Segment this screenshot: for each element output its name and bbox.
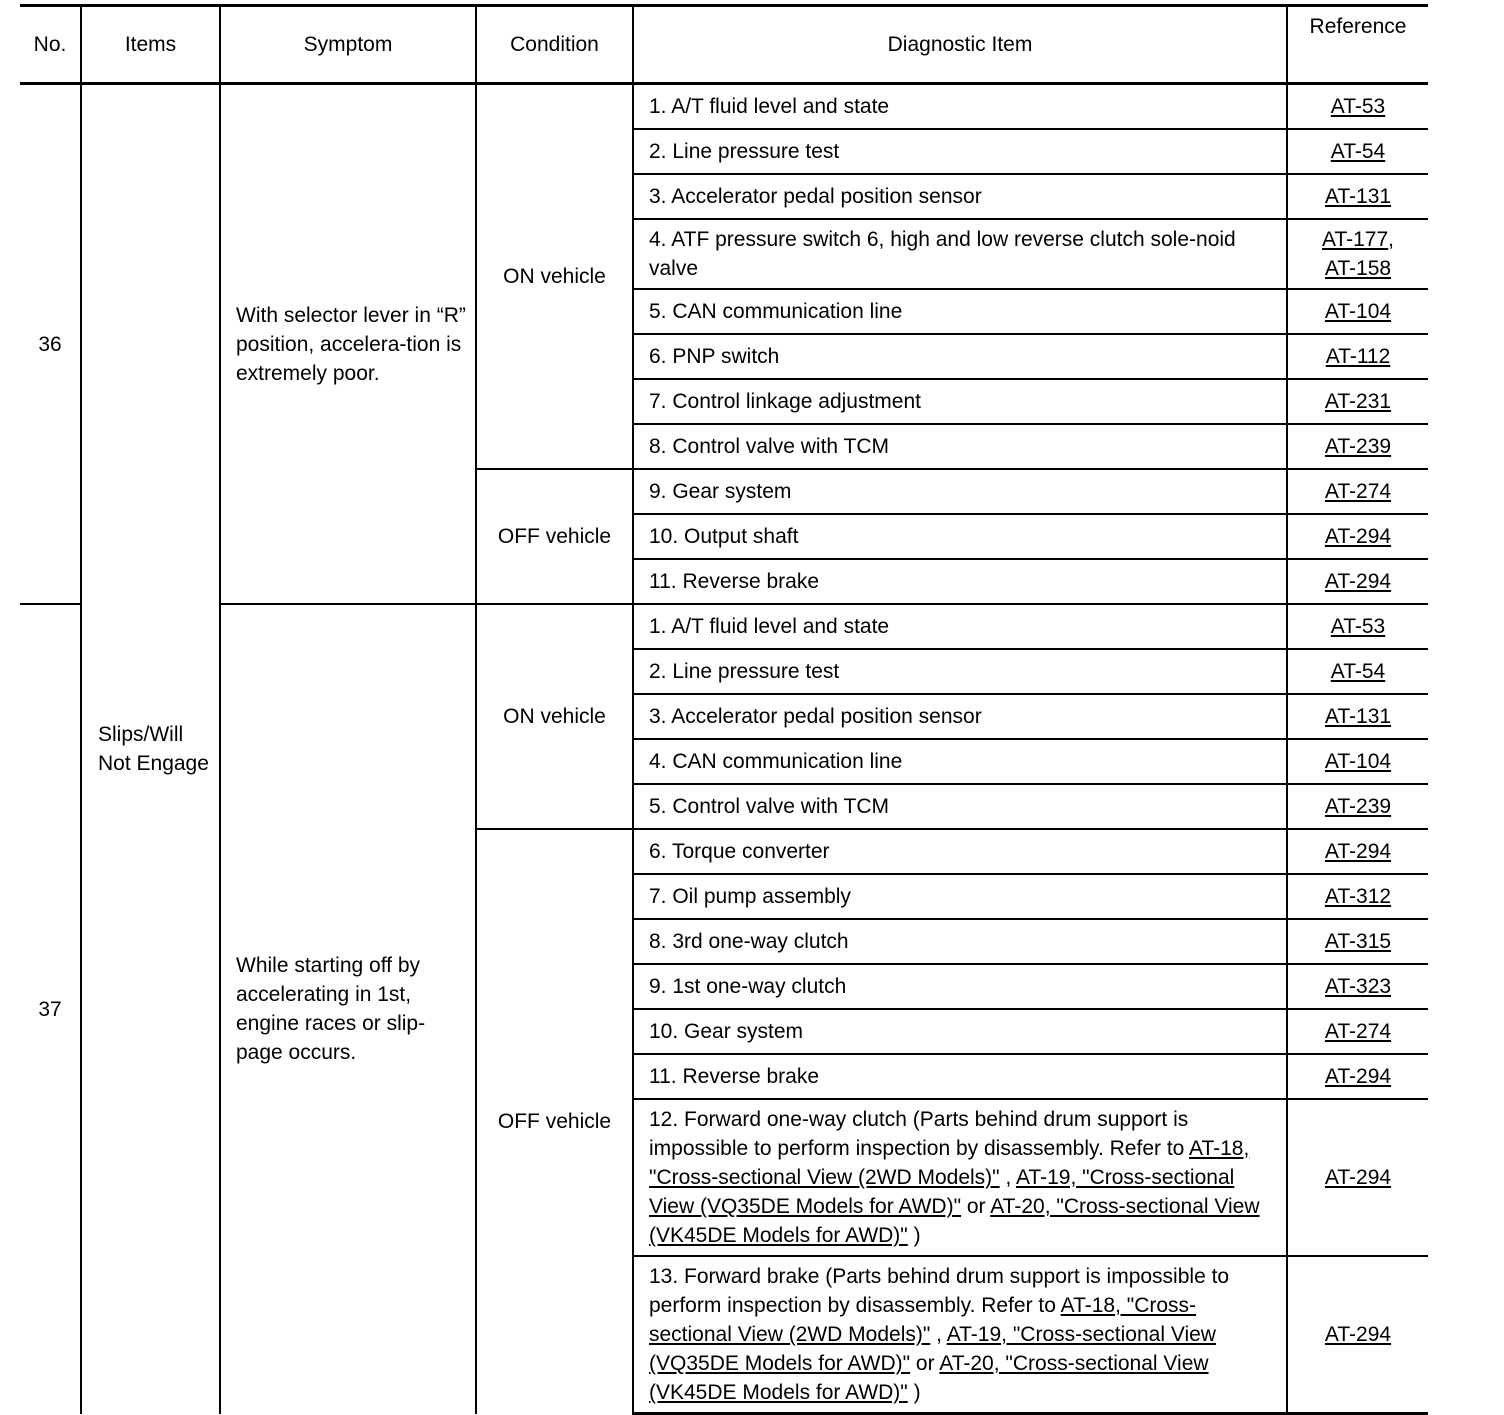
table-row	[20, 604, 1428, 649]
separator: ,	[930, 1323, 947, 1346]
item-text: 13. Forward brake (Parts behind drum support is impossible to perform inspection by disassembly. Refer to	[649, 1265, 1230, 1317]
diagnostic-item: 3. Accelerator pedal position sensor	[633, 174, 1287, 219]
reference-link[interactable]: AT-104	[1324, 750, 1392, 773]
reference-link[interactable]: AT-239	[1324, 795, 1392, 818]
diagnostic-item: 6. PNP switch	[633, 334, 1287, 379]
row-number: 36	[20, 84, 81, 605]
reference-link[interactable]: AT-239	[1324, 435, 1392, 458]
reference-link[interactable]: AT-112	[1325, 345, 1391, 368]
diagnostic-item: 10. Output shaft	[633, 514, 1287, 559]
diagnostic-item: 2. Line pressure test	[633, 129, 1287, 174]
diagnostic-item	[633, 1099, 1287, 1256]
reference-link[interactable]: AT-158	[1324, 257, 1392, 280]
diagnostic-item: 8. Control valve with TCM	[633, 424, 1287, 469]
reference-link[interactable]: AT-131	[1324, 705, 1392, 728]
header-items: Items	[81, 6, 220, 84]
reference-link[interactable]: AT-294	[1324, 840, 1392, 863]
cross-reference-link[interactable]: AT-19, "Cross-sectional View (VQ35DE Models for AWD)"	[649, 1323, 1216, 1375]
separator: or	[910, 1352, 940, 1375]
diagnostic-item: 1. A/T fluid level and state	[633, 84, 1287, 130]
reference-link[interactable]: AT-312	[1324, 885, 1392, 908]
reference-link[interactable]: AT-294	[1324, 570, 1392, 593]
suffix: )	[907, 1381, 921, 1404]
reference-link[interactable]: AT-315	[1324, 930, 1392, 953]
diagnostic-item: 8. 3rd one-way clutch	[633, 919, 1287, 964]
diagnostic-item: 4. CAN communication line	[633, 739, 1287, 784]
header-reference: Reference	[1287, 6, 1428, 84]
diagnostic-item: 9. 1st one-way clutch	[633, 964, 1287, 1009]
diagnostic-item: 11. Reverse brake	[633, 559, 1287, 604]
table-row: 4. ATF pressure switch 6, high and low reverse clutch sole-noid valve AT-177, AT-158	[20, 219, 1428, 289]
items-cell: Slips/Will Not Engage	[81, 84, 220, 1414]
header-condition: Condition	[476, 6, 633, 84]
header-row	[20, 6, 1428, 84]
reference-link[interactable]: AT-104	[1324, 300, 1392, 323]
diagnostic-item: 4. ATF pressure switch 6, high and low reverse clutch sole-noid valve	[633, 219, 1287, 289]
reference-link[interactable]: AT-231	[1324, 390, 1392, 413]
reference-link[interactable]: AT-294	[1324, 525, 1392, 548]
symptom-cell: With selector lever in “R” position, accelera-tion is extremely poor.	[220, 84, 476, 605]
diagnostic-item: 11. Reverse brake	[633, 1054, 1287, 1099]
reference-link[interactable]: AT-53	[1330, 615, 1386, 638]
reference-link[interactable]: AT-131	[1324, 185, 1392, 208]
diagnostic-table	[20, 4, 1428, 1415]
table-row	[20, 84, 1428, 130]
header-no: No.	[20, 6, 81, 84]
separator: or	[961, 1195, 991, 1218]
reference-link[interactable]: AT-54	[1330, 140, 1386, 163]
symptom-cell: While starting off by accelerating in 1st, engine races or slip-page occurs.	[220, 604, 476, 1414]
condition-off-vehicle: OFF vehicle	[476, 829, 633, 1414]
suffix: )	[907, 1224, 921, 1247]
header-symptom: Symptom	[220, 6, 476, 84]
condition-on-vehicle: ON vehicle	[476, 604, 633, 829]
reference-link[interactable]: AT-177	[1322, 228, 1389, 251]
diagnostic-item: 3. Accelerator pedal position sensor	[633, 694, 1287, 739]
header-diagnostic-item: Diagnostic Item	[633, 6, 1287, 84]
diagnostic-item: 10. Gear system	[633, 1009, 1287, 1054]
condition-off-vehicle: OFF vehicle	[476, 469, 633, 604]
reference-link[interactable]: AT-53	[1330, 95, 1386, 118]
reference-link[interactable]: AT-294	[1324, 1166, 1392, 1189]
diagnostic-item: 1. A/T fluid level and state	[633, 604, 1287, 649]
cross-reference-link[interactable]: AT-18, "Cross-sectional View (2WD Models)"	[649, 1137, 1250, 1189]
diagnostic-item: 5. CAN communication line	[633, 289, 1287, 334]
diagnostic-item: 2. Line pressure test	[633, 649, 1287, 694]
reference-link[interactable]: AT-323	[1324, 975, 1392, 998]
diagnostic-item: 6. Torque converter	[633, 829, 1287, 874]
diagnostic-item: 7. Control linkage adjustment	[633, 379, 1287, 424]
reference-link[interactable]: AT-294	[1324, 1065, 1392, 1088]
reference-link[interactable]: AT-54	[1330, 660, 1386, 683]
diagnostic-item: 7. Oil pump assembly	[633, 874, 1287, 919]
condition-on-vehicle: ON vehicle	[476, 84, 633, 470]
reference-link[interactable]: AT-274	[1324, 1020, 1392, 1043]
reference-link[interactable]: AT-274	[1324, 480, 1392, 503]
diagnostic-item: 5. Control valve with TCM	[633, 784, 1287, 829]
item-text: 12. Forward one-way clutch (Parts behind drum support is impossible to perform inspection by disassembly. Refer to	[649, 1108, 1190, 1160]
diagnostic-item	[633, 1256, 1287, 1414]
diagnostic-item: 9. Gear system	[633, 469, 1287, 514]
cross-reference-link[interactable]: AT-18, "Cross-sectional View (2WD Models)"	[649, 1294, 1197, 1346]
cross-reference-link[interactable]: AT-20, "Cross-sectional View (VK45DE Models for AWD)"	[649, 1352, 1209, 1404]
reference-link[interactable]: AT-294	[1324, 1323, 1392, 1346]
cross-reference-link[interactable]: AT-20, "Cross-sectional View (VK45DE Models for AWD)"	[649, 1195, 1260, 1247]
separator: ,	[999, 1166, 1016, 1189]
cross-reference-link[interactable]: AT-19, "Cross-sectional View (VQ35DE Models for AWD)"	[649, 1166, 1235, 1218]
row-number: 37	[20, 604, 81, 1414]
